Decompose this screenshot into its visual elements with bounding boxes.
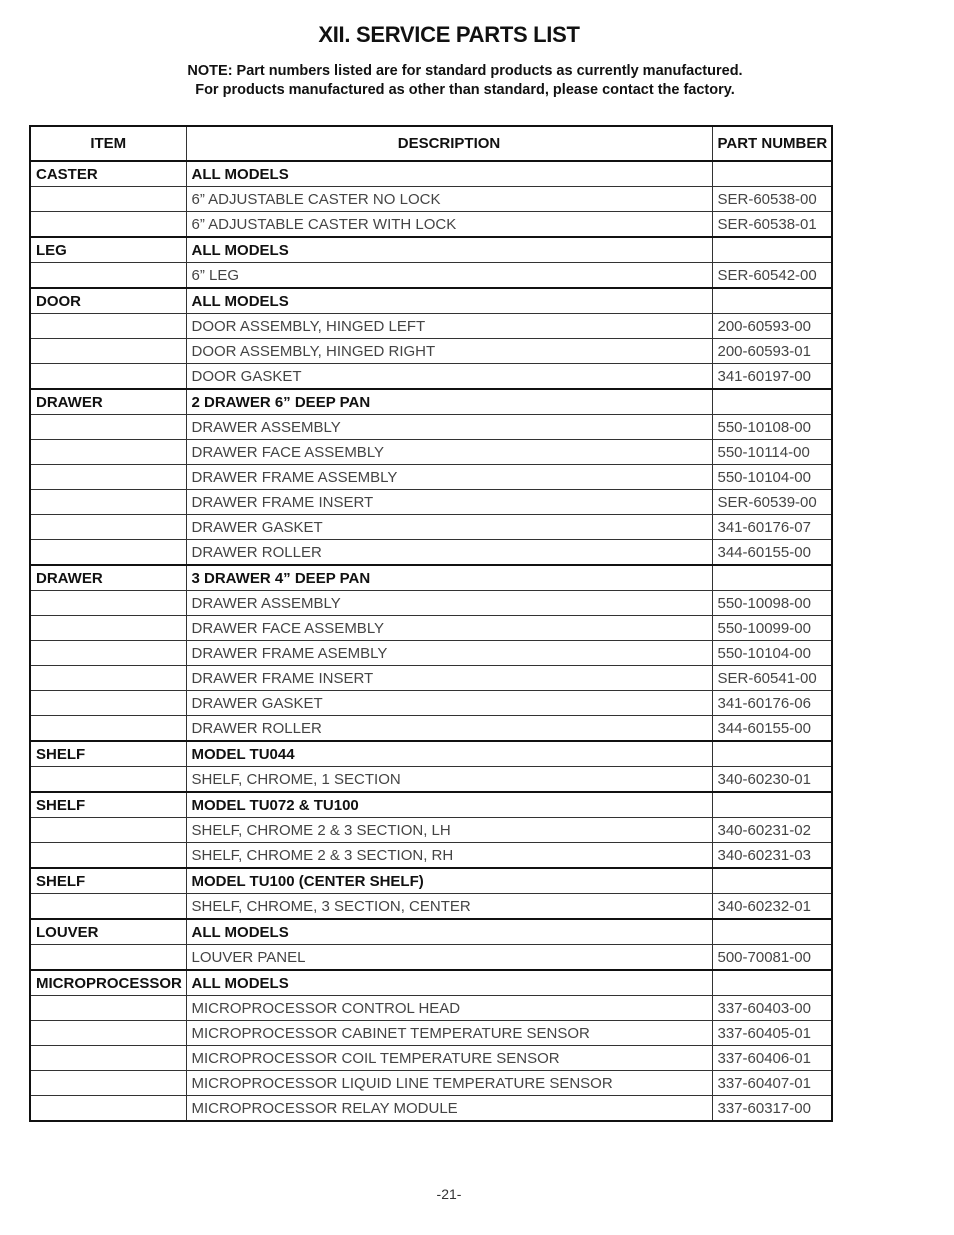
- cell-description: MICROPROCESSOR LIQUID LINE TEMPERATURE SENSOR: [186, 1071, 712, 1096]
- table-row: [30, 415, 832, 440]
- cell-part-number: 344-60155-00: [712, 716, 832, 742]
- table-row: [30, 440, 832, 465]
- cell-description: MODEL TU044: [186, 741, 712, 767]
- table-group-row: [30, 970, 832, 996]
- cell-item: [30, 1071, 186, 1096]
- cell-description: DRAWER GASKET: [186, 691, 712, 716]
- cell-part-number: [712, 868, 832, 894]
- table-group-row: [30, 237, 832, 263]
- cell-part-number: SER-60538-01: [712, 212, 832, 238]
- note-line-2: For products manufactured as other than standard, please contact the factory.: [195, 82, 735, 98]
- cell-item: [30, 212, 186, 238]
- cell-part-number: 337-60406-01: [712, 1046, 832, 1071]
- table-row: [30, 767, 832, 793]
- note-line-1: NOTE: Part numbers listed are for standard products as currently manufactured.: [187, 63, 743, 79]
- cell-description: DOOR ASSEMBLY, HINGED LEFT: [186, 314, 712, 339]
- cell-item: [30, 843, 186, 869]
- cell-part-number: SER-60539-00: [712, 490, 832, 515]
- cell-item: SHELF: [30, 741, 186, 767]
- table-row: [30, 591, 832, 616]
- cell-part-number: 500-70081-00: [712, 945, 832, 971]
- cell-description: MODEL TU100 (CENTER SHELF): [186, 868, 712, 894]
- table-group-row: [30, 565, 832, 591]
- cell-part-number: [712, 389, 832, 415]
- cell-item: DOOR: [30, 288, 186, 314]
- cell-item: [30, 591, 186, 616]
- table-row: [30, 1046, 832, 1071]
- cell-description: MICROPROCESSOR CONTROL HEAD: [186, 996, 712, 1021]
- cell-item: [30, 364, 186, 390]
- table-row: [30, 641, 832, 666]
- cell-item: DRAWER: [30, 565, 186, 591]
- table-row: [30, 187, 832, 212]
- cell-description: 6” ADJUSTABLE CASTER WITH LOCK: [186, 212, 712, 238]
- cell-item: LOUVER: [30, 919, 186, 945]
- cell-item: [30, 945, 186, 971]
- cell-item: [30, 1096, 186, 1122]
- table-row: [30, 1096, 832, 1122]
- cell-description: ALL MODELS: [186, 161, 712, 187]
- table-row: [30, 540, 832, 566]
- table-body: [30, 161, 832, 1121]
- table-row: [30, 465, 832, 490]
- cell-description: DRAWER ROLLER: [186, 716, 712, 742]
- cell-part-number: [712, 565, 832, 591]
- cell-item: LEG: [30, 237, 186, 263]
- cell-part-number: 200-60593-00: [712, 314, 832, 339]
- table-row: [30, 490, 832, 515]
- cell-part-number: 340-60232-01: [712, 894, 832, 920]
- cell-part-number: 550-10099-00: [712, 616, 832, 641]
- cell-description: DRAWER FRAME ASSEMBLY: [186, 465, 712, 490]
- table-row: [30, 996, 832, 1021]
- cell-part-number: 341-60176-07: [712, 515, 832, 540]
- cell-description: DRAWER ASSEMBLY: [186, 591, 712, 616]
- cell-part-number: SER-60541-00: [712, 666, 832, 691]
- cell-item: [30, 314, 186, 339]
- cell-part-number: SER-60538-00: [712, 187, 832, 212]
- cell-description: 3 DRAWER 4” DEEP PAN: [186, 565, 712, 591]
- table-row: [30, 666, 832, 691]
- cell-description: DRAWER ROLLER: [186, 540, 712, 566]
- cell-part-number: [712, 237, 832, 263]
- cell-item: [30, 691, 186, 716]
- cell-description: MICROPROCESSOR COIL TEMPERATURE SENSOR: [186, 1046, 712, 1071]
- table-row: [30, 691, 832, 716]
- cell-part-number: 340-60231-03: [712, 843, 832, 869]
- cell-part-number: 337-60405-01: [712, 1021, 832, 1046]
- cell-description: ALL MODELS: [186, 237, 712, 263]
- cell-item: SHELF: [30, 792, 186, 818]
- cell-part-number: 341-60176-06: [712, 691, 832, 716]
- table-row: [30, 1071, 832, 1096]
- cell-description: DRAWER ASSEMBLY: [186, 415, 712, 440]
- table-row: [30, 314, 832, 339]
- cell-description: DRAWER FACE ASSEMBLY: [186, 440, 712, 465]
- cell-description: ALL MODELS: [186, 288, 712, 314]
- cell-item: [30, 415, 186, 440]
- cell-item: [30, 515, 186, 540]
- cell-item: [30, 996, 186, 1021]
- cell-part-number: 344-60155-00: [712, 540, 832, 566]
- table-row: [30, 616, 832, 641]
- table-row: [30, 843, 832, 869]
- cell-description: SHELF, CHROME 2 & 3 SECTION, LH: [186, 818, 712, 843]
- table-group-row: [30, 389, 832, 415]
- cell-item: CASTER: [30, 161, 186, 187]
- cell-part-number: 550-10104-00: [712, 465, 832, 490]
- page-title: XII. SERVICE PARTS LIST: [318, 22, 580, 47]
- table-group-row: [30, 868, 832, 894]
- cell-item: [30, 440, 186, 465]
- column-header-part-number: PART NUMBER: [712, 126, 832, 161]
- table-row: [30, 339, 832, 364]
- cell-item: [30, 540, 186, 566]
- table-row: [30, 945, 832, 971]
- cell-item: [30, 263, 186, 289]
- cell-item: [30, 490, 186, 515]
- cell-description: DRAWER FACE ASSEMBLY: [186, 616, 712, 641]
- cell-part-number: 550-10104-00: [712, 641, 832, 666]
- cell-description: 6” ADJUSTABLE CASTER NO LOCK: [186, 187, 712, 212]
- cell-item: [30, 894, 186, 920]
- cell-description: LOUVER PANEL: [186, 945, 712, 971]
- cell-description: ALL MODELS: [186, 919, 712, 945]
- table-group-row: [30, 161, 832, 187]
- cell-item: [30, 641, 186, 666]
- cell-item: [30, 1046, 186, 1071]
- table-row: [30, 716, 832, 742]
- cell-part-number: [712, 792, 832, 818]
- table-group-row: [30, 288, 832, 314]
- cell-item: [30, 339, 186, 364]
- cell-item: DRAWER: [30, 389, 186, 415]
- table-row: [30, 1021, 832, 1046]
- cell-item: MICROPROCESSOR: [30, 970, 186, 996]
- cell-description: SHELF, CHROME 2 & 3 SECTION, RH: [186, 843, 712, 869]
- table-group-row: [30, 792, 832, 818]
- cell-description: DRAWER FRAME INSERT: [186, 490, 712, 515]
- table-row: [30, 818, 832, 843]
- cell-part-number: [712, 161, 832, 187]
- cell-part-number: 550-10114-00: [712, 440, 832, 465]
- cell-part-number: [712, 919, 832, 945]
- cell-part-number: 340-60230-01: [712, 767, 832, 793]
- cell-part-number: 341-60197-00: [712, 364, 832, 390]
- cell-part-number: [712, 741, 832, 767]
- column-header-description: DESCRIPTION: [186, 126, 712, 161]
- cell-item: [30, 767, 186, 793]
- table-row: [30, 263, 832, 289]
- cell-description: 6” LEG: [186, 263, 712, 289]
- cell-item: [30, 616, 186, 641]
- table-row: [30, 364, 832, 390]
- cell-description: ALL MODELS: [186, 970, 712, 996]
- cell-part-number: 550-10108-00: [712, 415, 832, 440]
- cell-part-number: 337-60403-00: [712, 996, 832, 1021]
- table-row: [30, 894, 832, 920]
- cell-description: DOOR GASKET: [186, 364, 712, 390]
- cell-item: [30, 465, 186, 490]
- column-header-item: ITEM: [30, 126, 186, 161]
- cell-part-number: [712, 288, 832, 314]
- cell-description: MODEL TU072 & TU100: [186, 792, 712, 818]
- service-parts-table: [29, 125, 833, 1122]
- cell-description: DOOR ASSEMBLY, HINGED RIGHT: [186, 339, 712, 364]
- cell-part-number: 337-60407-01: [712, 1071, 832, 1096]
- cell-description: SHELF, CHROME, 3 SECTION, CENTER: [186, 894, 712, 920]
- cell-part-number: [712, 970, 832, 996]
- cell-part-number: 200-60593-01: [712, 339, 832, 364]
- cell-part-number: 550-10098-00: [712, 591, 832, 616]
- cell-item: [30, 716, 186, 742]
- cell-item: [30, 1021, 186, 1046]
- cell-description: MICROPROCESSOR RELAY MODULE: [186, 1096, 712, 1122]
- cell-item: SHELF: [30, 868, 186, 894]
- cell-item: [30, 187, 186, 212]
- cell-description: DRAWER FRAME INSERT: [186, 666, 712, 691]
- table-row: [30, 212, 832, 238]
- cell-part-number: SER-60542-00: [712, 263, 832, 289]
- page-number: -21-: [436, 1186, 462, 1202]
- cell-item: [30, 818, 186, 843]
- cell-description: DRAWER FRAME ASEMBLY: [186, 641, 712, 666]
- table-group-row: [30, 741, 832, 767]
- table-row: [30, 515, 832, 540]
- table-group-row: [30, 919, 832, 945]
- cell-part-number: 340-60231-02: [712, 818, 832, 843]
- cell-item: [30, 666, 186, 691]
- cell-description: MICROPROCESSOR CABINET TEMPERATURE SENSOR: [186, 1021, 712, 1046]
- cell-description: SHELF, CHROME, 1 SECTION: [186, 767, 712, 793]
- cell-description: DRAWER GASKET: [186, 515, 712, 540]
- cell-part-number: 337-60317-00: [712, 1096, 832, 1122]
- note: [0, 62, 930, 100]
- table-header-row: [30, 126, 832, 161]
- cell-description: 2 DRAWER 6” DEEP PAN: [186, 389, 712, 415]
